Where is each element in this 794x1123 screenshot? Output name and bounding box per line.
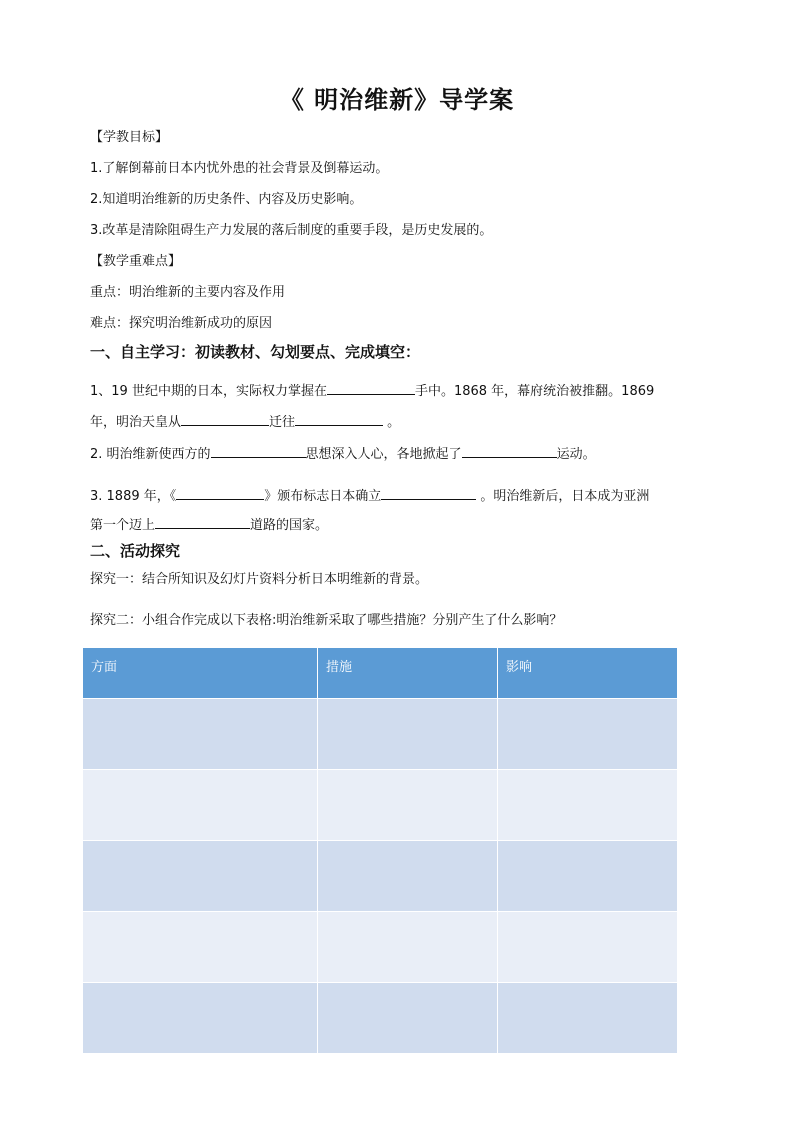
table-header-row [83,648,678,699]
table-cell-impact[interactable] [498,699,678,770]
inquiry-1: 探究一：结合所知识及幻灯片资料分析日本明维新的背景。 [90,572,429,587]
q2-text-c: 运动。 [556,447,596,462]
q3-blank-3[interactable] [155,514,250,529]
q2-blank-1[interactable] [211,443,306,458]
header-cell-impact: 影响 [498,648,678,699]
q1-blank-3[interactable] [295,411,383,426]
table-cell-measure[interactable] [318,770,498,841]
focus-point: 重点：明治维新的主要内容及作用 [90,285,286,300]
q3-blank-1[interactable] [176,485,264,500]
question-1-line-2 [90,411,400,430]
objectives-heading: 【学教目标】 [90,130,169,145]
q2-text-b: 思想深入人心，各地掀起了 [305,447,462,462]
objective-item-2: 2.知道明治维新的历史条件、内容及历史影响。 [90,192,363,207]
table-cell-measure[interactable] [318,841,498,912]
key-points-heading: 【教学重难点】 [90,254,182,269]
q1-text-d: 迁往 [269,415,296,430]
q1-text-c: 年，明治天皇从 [90,415,182,430]
table-cell-measure[interactable] [318,912,498,983]
inquiry-2: 探究二：小组合作完成以下表格:明治维新采取了哪些措施？分别产生了什么影响？ [90,613,563,628]
table-cell-impact[interactable] [498,770,678,841]
table-cell-aspect[interactable] [83,912,318,983]
table-row [83,841,678,912]
header-cell-measure: 措施 [318,648,498,699]
q2-text-a: 2. 明治维新使西方的 [90,447,211,462]
q3-text-a: 3. 1889 年，《 [90,489,177,504]
q1-text-b: 手中。1868 年，幕府统治被推翻。1869 [414,384,655,399]
measures-table [82,647,678,1054]
q3-text-c: 。明治维新后，日本成为亚洲 [476,489,650,504]
q1-blank-1[interactable] [327,380,415,395]
table-cell-measure[interactable] [318,983,498,1054]
table-cell-impact[interactable] [498,983,678,1054]
objective-item-1: 1.了解倒幕前日本内忧外患的社会背景及倒幕运动。 [90,161,389,176]
q1-text-a: 1、19 世纪中期的日本，实际权力掌握在 [90,384,327,399]
table-cell-measure[interactable] [318,699,498,770]
header-cell-aspect: 方面 [83,648,318,699]
table-cell-impact[interactable] [498,841,678,912]
q1-blank-2[interactable] [181,411,269,426]
page-title: 《 明治维新》导学案 [279,85,515,114]
table-cell-aspect[interactable] [83,983,318,1054]
table-row [83,983,678,1054]
question-1-line-1 [90,380,654,399]
table-cell-impact[interactable] [498,912,678,983]
table-cell-aspect[interactable] [83,841,318,912]
q2-blank-2[interactable] [462,443,557,458]
q3-text-e: 道路的国家。 [250,518,329,533]
table-cell-aspect[interactable] [83,770,318,841]
table-row [83,770,678,841]
table-row [83,912,678,983]
table-row [83,699,678,770]
q3-text-d: 第一个迈上 [90,518,156,533]
question-3-line-2 [90,514,328,533]
difficulty-point: 难点：探究明治维新成功的原因 [90,316,273,331]
section2-heading: 二、活动探究 [90,542,181,560]
objective-item-3: 3.改革是清除阻碍生产力发展的落后制度的重要手段，是历史发展的。 [90,223,493,238]
q3-text-b: 》颁布标志日本确立 [264,489,382,504]
q3-blank-2[interactable] [381,485,476,500]
question-2 [90,443,596,462]
section1-heading: 一、自主学习：初读教材、勾划要点、完成填空： [90,343,421,361]
question-3-line-1 [90,485,649,504]
q1-text-e: 。 [383,415,401,430]
table-cell-aspect[interactable] [83,699,318,770]
